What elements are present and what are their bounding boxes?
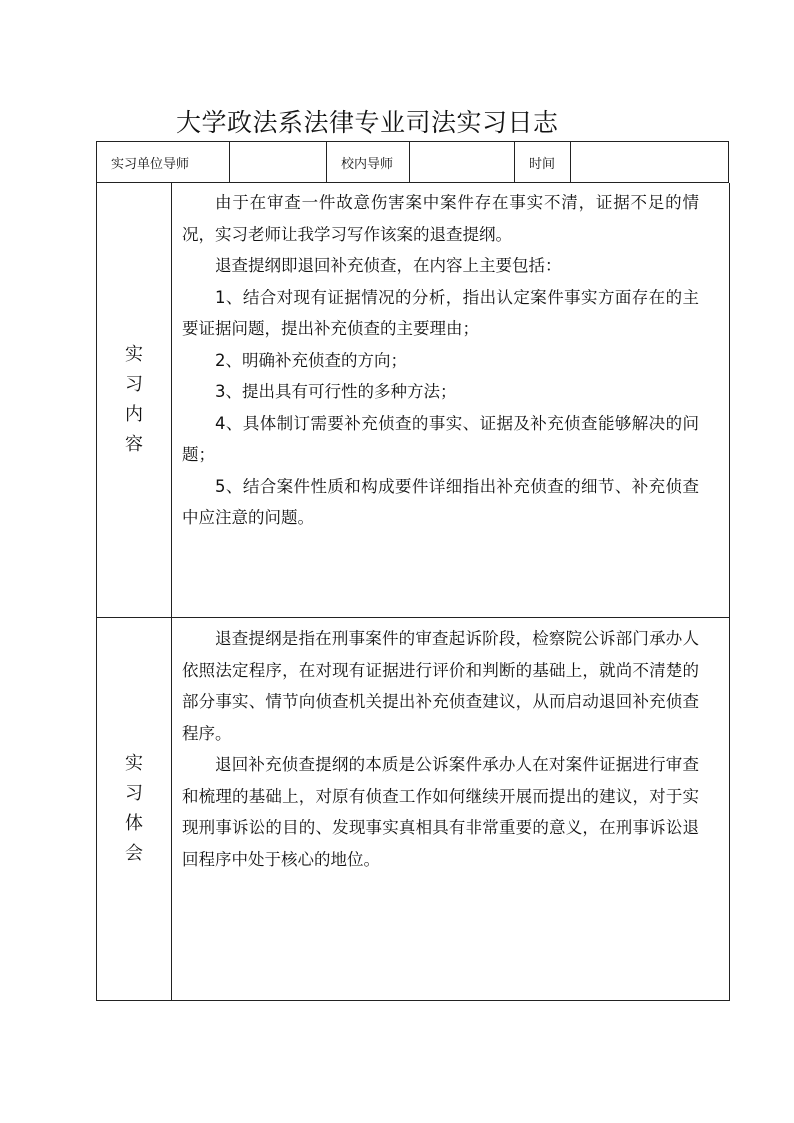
paragraph: 由于在审查一件故意伤害案中案件存在事实不清，证据不足的情况，实习老师让我学习写作该案的退查提纲。	[182, 193, 699, 244]
paragraph: 退查提纲即退回补充侦查，在内容上主要包括：	[215, 256, 562, 275]
label-char: 实	[125, 753, 143, 774]
label-char: 体	[125, 813, 143, 834]
label-char: 会	[125, 843, 143, 864]
paragraph: 2、明确补充侦查的方向；	[215, 350, 407, 370]
time-label: 时间	[515, 142, 571, 182]
content-section-label	[97, 183, 172, 617]
experience-section-body	[172, 618, 729, 1000]
experience-section	[96, 618, 730, 1001]
page-title: 大学政法系法律专业司法实习日志	[176, 108, 559, 137]
unit-mentor-field[interactable]	[230, 142, 327, 182]
label-char: 习	[125, 374, 143, 395]
school-mentor-field[interactable]	[410, 142, 515, 182]
school-mentor-label: 校内导师	[327, 142, 410, 182]
time-field[interactable]	[571, 142, 728, 182]
label-char: 内	[125, 404, 143, 425]
label-char: 容	[125, 434, 143, 455]
paragraph: 退回补充侦查提纲的本质是公诉案件承办人在对案件证据进行审查和梳理的基础上，对原有侦查工作如何继续开展而提出的建议，对于实现刑事诉讼的目的、发现事实真相具有非常重要的意义，在刑事诉讼退回程序中处于核心的地位。	[182, 755, 699, 869]
paragraph: 3、提出具有可行性的多种方法；	[215, 382, 457, 401]
content-section-body	[172, 183, 729, 617]
experience-section-label	[97, 618, 172, 1000]
paragraph: 1、结合对现有证据情况的分析，指出认定案件事实方面存在的主要证据问题，提出补充侦查的主要理由；	[182, 287, 699, 338]
paragraph: 5、结合案件性质和构成要件详细指出补充侦查的细节、补充侦查中应注意的问题。	[182, 476, 699, 527]
paragraph: 退查提纲是指在刑事案件的审查起诉阶段，检察院公诉部门承办人依照法定程序，在对现有证据进行评价和判断的基础上，就尚不清楚的部分事实、情节向侦查机关提出补充侦查建议，从而启动退回补充侦查程序。	[182, 629, 699, 743]
paragraph: 4、具体制订需要补充侦查的事实、证据及补充侦查能够解决的问题；	[182, 413, 699, 464]
label-char: 习	[125, 783, 143, 804]
label-char: 实	[125, 344, 143, 365]
content-section	[96, 183, 730, 618]
header-row	[96, 141, 729, 183]
unit-mentor-label: 实习单位导师	[97, 142, 230, 182]
